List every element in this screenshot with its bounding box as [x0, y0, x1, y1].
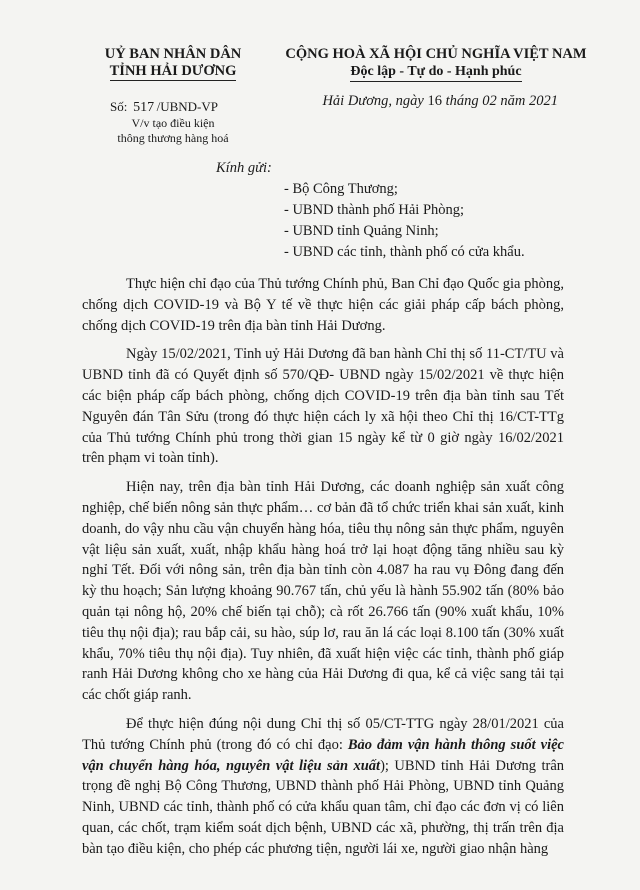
recipient-list — [284, 179, 525, 263]
national-motto: Độc lập - Tự do - Hạnh phúc — [350, 63, 521, 82]
subject-line1: V/v tạo điều kiện — [131, 116, 215, 130]
directive-quote: Bảo đảm vận hành thông suốt việc vận chuyển hàng hóa, nguyên vật liệu sản xuất — [82, 736, 564, 774]
doc-number-suffix: /UBND-VP — [156, 99, 218, 114]
issuing-agency-block — [88, 46, 258, 145]
recipients-block — [216, 158, 525, 263]
document-number — [88, 99, 258, 115]
doc-number-value: 517 — [133, 100, 155, 115]
greeting: Kính gửi: — [216, 160, 272, 176]
subject-line2: thông thương hàng hoá — [117, 131, 229, 145]
doc-number-label: Số: — [110, 99, 128, 114]
national-header-block — [276, 46, 596, 110]
body-paragraph-1: Thực hiện chỉ đạo của Thủ tướng Chính phủ, Ban Chỉ đạo Quốc gia phòng, chống dịch COVID-19 và Bộ Y tế về thực hiện các giải pháp cấp bách phòng, chống dịch COVID-19 trên địa bàn tỉnh Hải Dương. — [82, 276, 564, 334]
paragraph-4-start: Để thực hiện đúng nội dung Chỉ thị số 05/CT-TTG ngày 28/01/2021 của Thủ tướng Chính phủ (trong đó có chỉ đạo: — [82, 715, 564, 753]
date-month-year: tháng 02 năm 2021 — [445, 93, 558, 109]
body-paragraph-3: Hiện nay, trên địa bàn tỉnh Hải Dương, các doanh nghiệp sản xuất công nghiệp, chế biến nông sản thực phẩm… cơ bản đã tổ chức triển khai sản xuất, kinh doanh, do vậy nhu cầu vận chuyển hàng hóa, tiêu thụ nông sản thực phẩm, nguyên vật liệu sản xuất, xuất, nhập khẩu hàng hoá trở lại hoạt động tăng nhiều sau kỳ nghỉ Tết. Đối với nông sản, trên địa bàn tỉnh còn 4.087 ha rau vụ Đông đang đến kỳ thu hoạch; Sản lượng khoảng 90.767 tấn, chủ yếu là hành 55.902 tấn (80% bảo quản tại nông hộ, 20% chế biến tại chỗ); cà rốt 26.766 tấn (90% xuất khẩu, 10% tiêu thụ nội địa); rau bắp cải, su hào, súp lơ, rau ăn lá các loại 8.100 tấn (30% xuất khẩu, 70% tiêu thụ nội địa). Tuy nhiên, đã xuất hiện việc các tỉnh, thành phố giáp ranh Hải Dương không cho xe hàng của Hải Dương đi qua, kể cả việc sang tải tại các chốt giáp ranh. — [82, 479, 564, 704]
body-paragraph-2: Ngày 15/02/2021, Tỉnh uỷ Hải Dương đã ban hành Chỉ thị số 11-CT/TU và UBND tỉnh đã có Quyết định số 570/QĐ- UBND ngày 15/02/2021 về thực hiện các biện pháp cấp bách phòng, chống dịch COVID-19 trên địa bàn tỉnh sau Tết Nguyên đán Tân Sửu (trong đó thực hiện cách ly xã hội theo Chỉ thị 16/CT-TTg của Thủ tướng Chính phủ trong thời gian 15 ngày kể từ 0 giờ ngày 16/02/2021 trên phạm vi toàn tỉnh). — [82, 346, 564, 467]
recipient-item: - Bộ Công Thương; — [284, 181, 398, 197]
nation-title: CỘNG HOÀ XÃ HỘI CHỦ NGHĨA VIỆT NAM — [285, 46, 587, 62]
date-line — [276, 93, 596, 110]
date-prefix: Hải Dương, ngày — [322, 93, 424, 109]
document-body — [82, 274, 564, 868]
recipient-item: - UBND tỉnh Quảng Ninh; — [284, 223, 439, 239]
agency-name-line2: TỈNH HẢI DƯƠNG — [109, 63, 237, 79]
body-paragraph-4 — [82, 714, 564, 860]
recipient-item: - UBND các tỉnh, thành phố có cửa khẩu. — [284, 244, 525, 260]
agency-name-line1: UỶ BAN NHÂN DÂN — [104, 46, 242, 62]
date-day: 16 — [427, 93, 442, 109]
paragraph-4-end: ); UBND tỉnh Hải Dương trân trọng đề nghị Bộ Công Thương, UBND thành phố Hải Phòng, UBND tỉnh Quảng Ninh, UBND các tỉnh, thành phố có cửa khẩu quan tâm, chỉ đạo các đơn vị có liên quan, các chốt, trạm kiểm soát dịch bệnh, UBND các xã, phường, thị trấn trên địa bàn tạo điều kiện, cho phép các phương tiện, người lái xe, người giao nhận hàng — [82, 757, 564, 857]
recipient-item: - UBND thành phố Hải Phòng; — [284, 202, 465, 218]
